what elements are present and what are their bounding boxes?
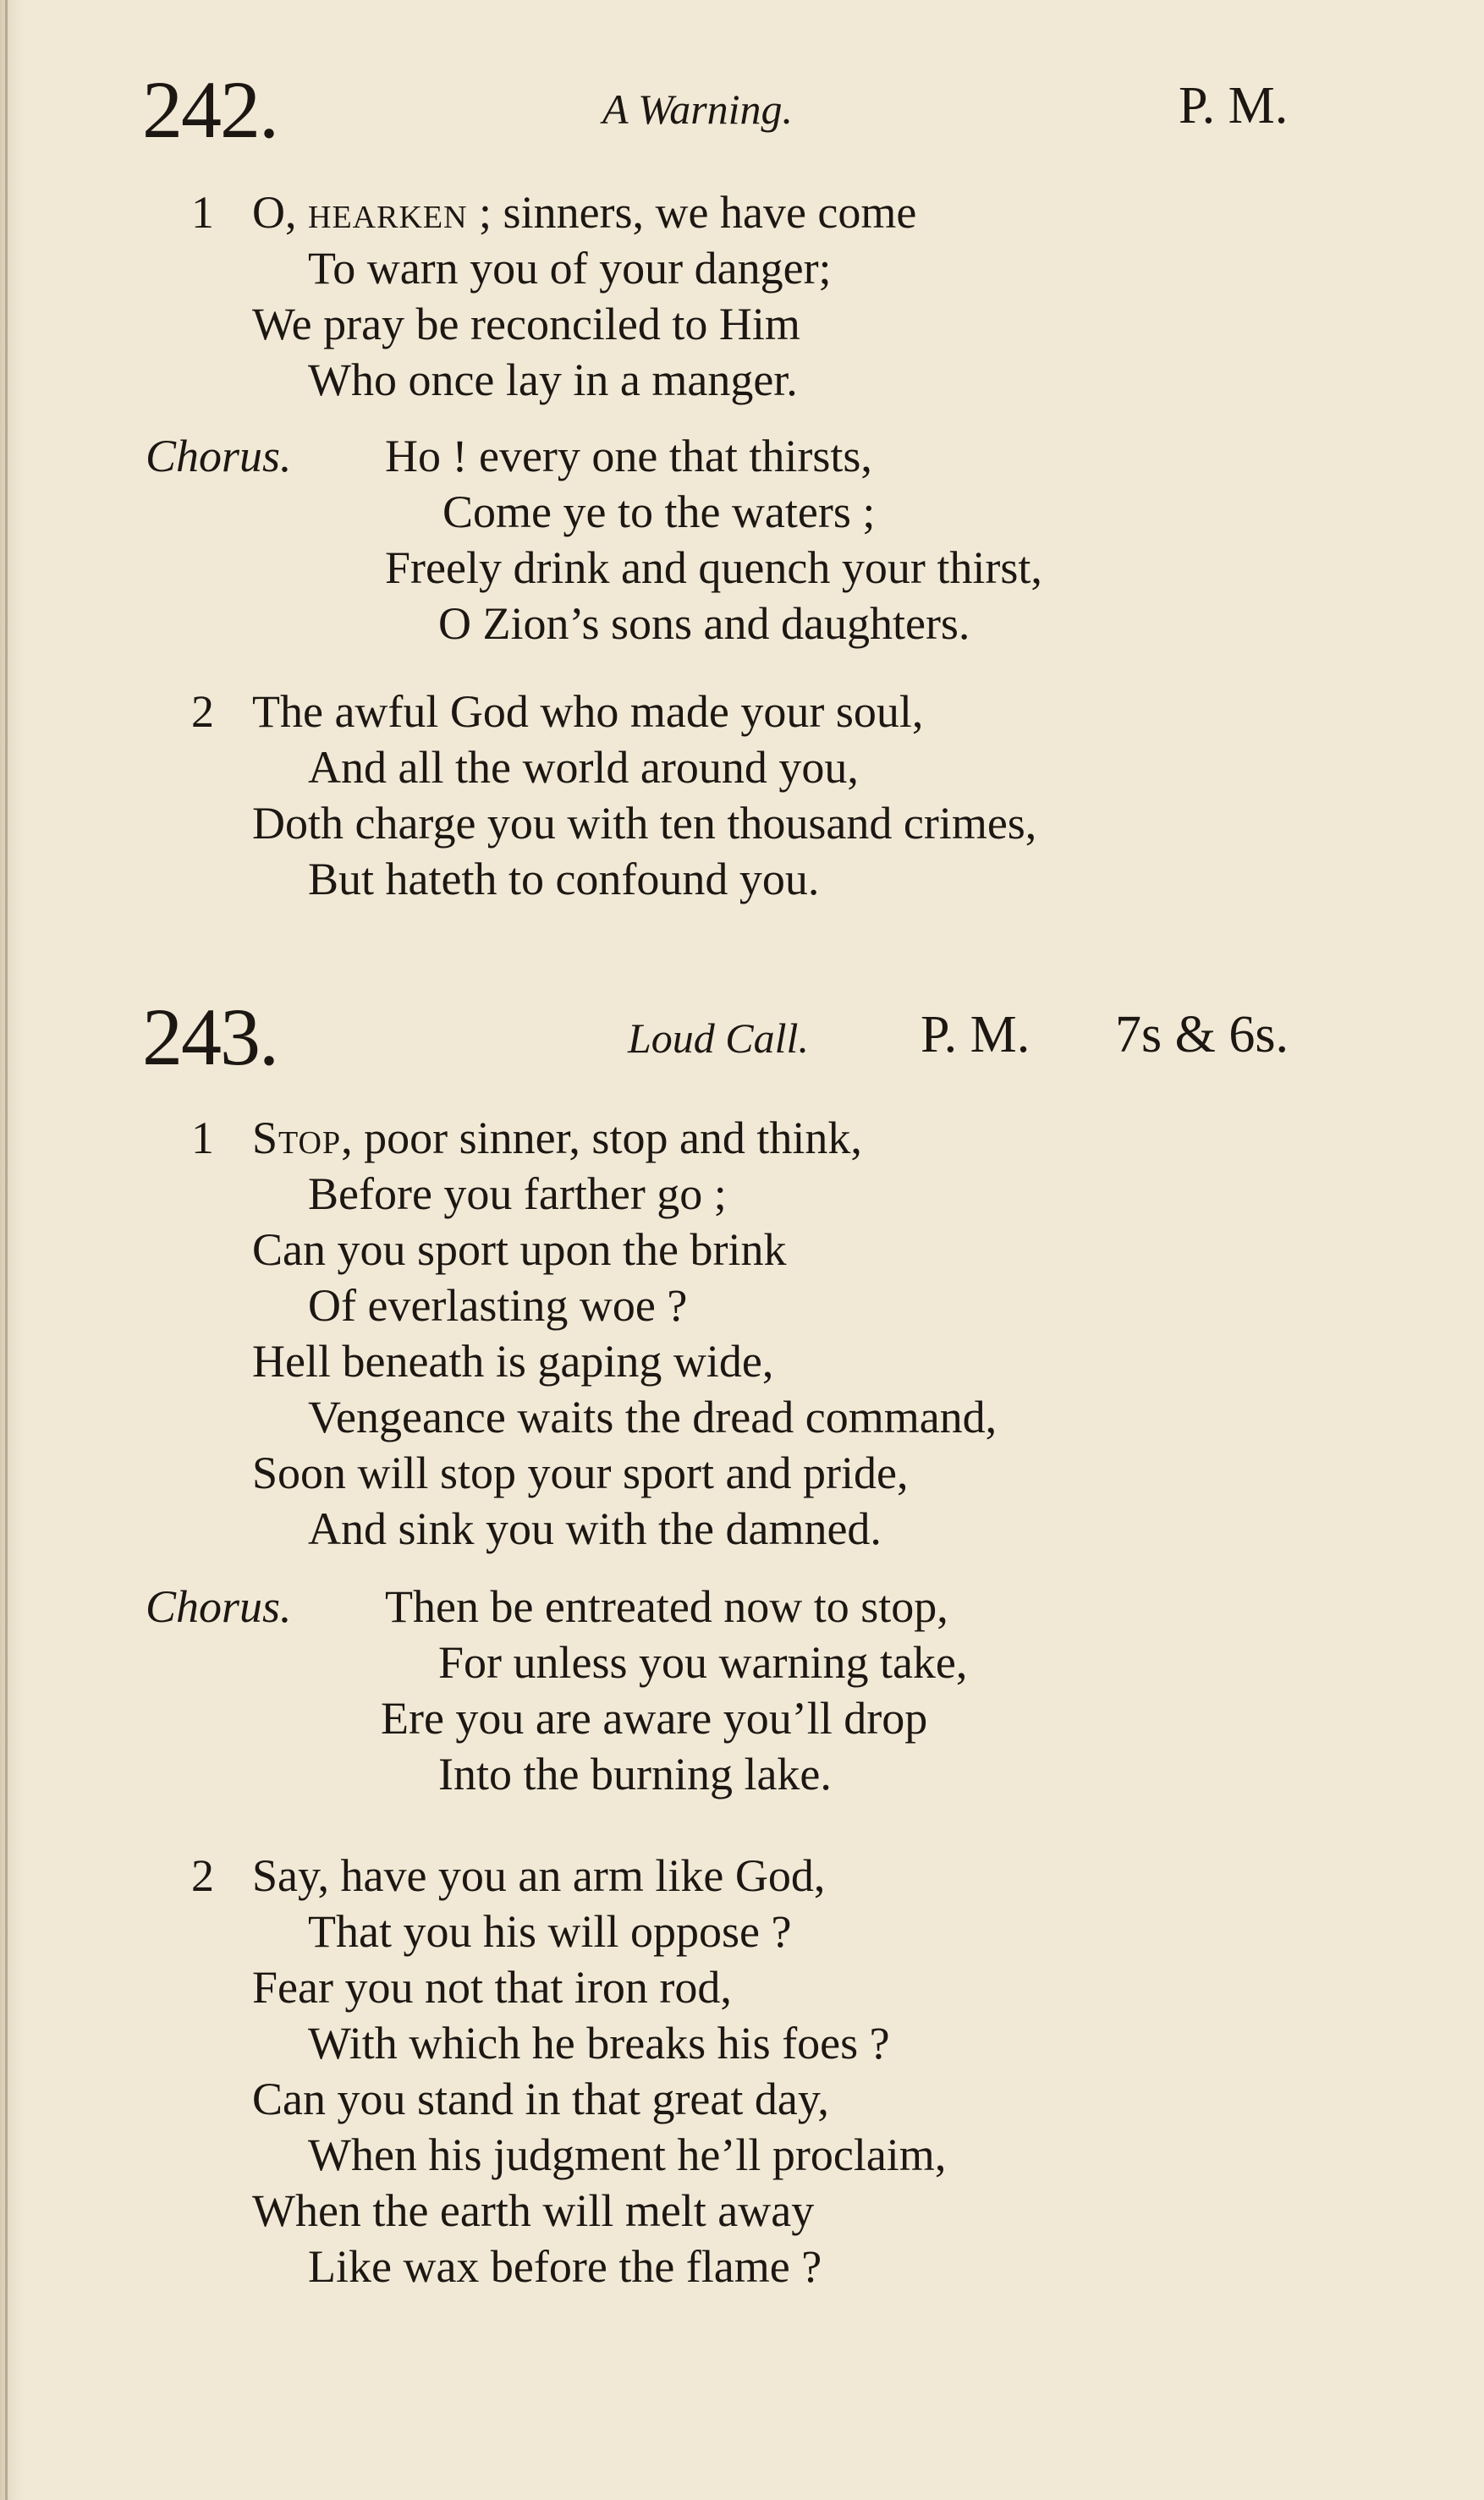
verse-line: Who once lay in a manger. [308, 354, 798, 405]
verse-line: Can you stand in that great day, [252, 2074, 829, 2124]
verse-line: And sink you with the damned. [308, 1503, 882, 1554]
chorus-line: Into the burning lake. [438, 1749, 832, 1799]
hymn-meter: P. M. [1179, 77, 1289, 135]
chorus-line: Come ye to the waters ; [442, 486, 876, 537]
verse-line: That you his will oppose ? [308, 1906, 792, 1957]
chorus-line: For unless you warning take, [438, 1637, 968, 1688]
verse-number: 1 [191, 187, 214, 238]
verse-line: When the earth will melt away [252, 2185, 815, 2236]
page-binding-edge [5, 0, 8, 2500]
chorus-line: O Zion’s sons and daughters. [438, 598, 970, 649]
hymn-meter-detail: 7s & 6s. [1115, 1006, 1289, 1063]
hymn-title: A Warning. [602, 85, 794, 133]
verse-line: Doth charge you with ten thousand crimes, [252, 798, 1037, 849]
verse-number: 2 [191, 1850, 214, 1901]
hymn-title: Loud Call. [628, 1014, 809, 1062]
verse-line: Stop, poor sinner, stop and think, [252, 1113, 862, 1163]
verse-number: 1 [191, 1113, 214, 1163]
verse-line: When his judgment he’ll proclaim, [308, 2129, 947, 2180]
verse-line: Can you sport upon the brink [252, 1224, 787, 1275]
verse-line: Like wax before the flame ? [308, 2241, 822, 2292]
verse-line: We pray be reconciled to Him [252, 299, 800, 349]
verse-line: The awful God who made your soul, [252, 686, 924, 737]
chorus-line: Ho ! every one that thirsts, [385, 431, 872, 481]
verse-line: Vengeance waits the dread command, [308, 1392, 998, 1442]
chorus-line: Freely drink and quench your thirst, [385, 542, 1042, 593]
hymn-number: 242. [142, 64, 278, 155]
hymn-meter: P. M. [921, 1006, 1031, 1063]
hymn-number: 243. [142, 992, 278, 1082]
chorus-line: Ere you are aware you’ll drop [381, 1693, 928, 1744]
verse-line: Before you farther go ; [308, 1168, 727, 1219]
chorus-line: Then be entreated now to stop, [385, 1581, 948, 1632]
verse-line: Fear you not that iron rod, [252, 1962, 732, 2013]
verse-line: Of everlasting woe ? [308, 1280, 688, 1331]
verse-line: Soon will stop your sport and pride, [252, 1448, 909, 1498]
verse-line: Hell beneath is gaping wide, [252, 1336, 774, 1387]
verse-number: 2 [191, 686, 214, 737]
verse-line: To warn you of your danger; [308, 243, 832, 294]
verse-line: O, hearken ; sinners, we have come [252, 187, 917, 238]
chorus-label: Chorus. [146, 431, 292, 481]
verse-line: With which he breaks his foes ? [308, 2018, 890, 2069]
chorus-label: Chorus. [146, 1581, 292, 1632]
verse-line: Say, have you an arm like God, [252, 1850, 826, 1901]
verse-line: And all the world around you, [308, 742, 859, 793]
verse-line: But hateth to confound you. [308, 854, 820, 904]
